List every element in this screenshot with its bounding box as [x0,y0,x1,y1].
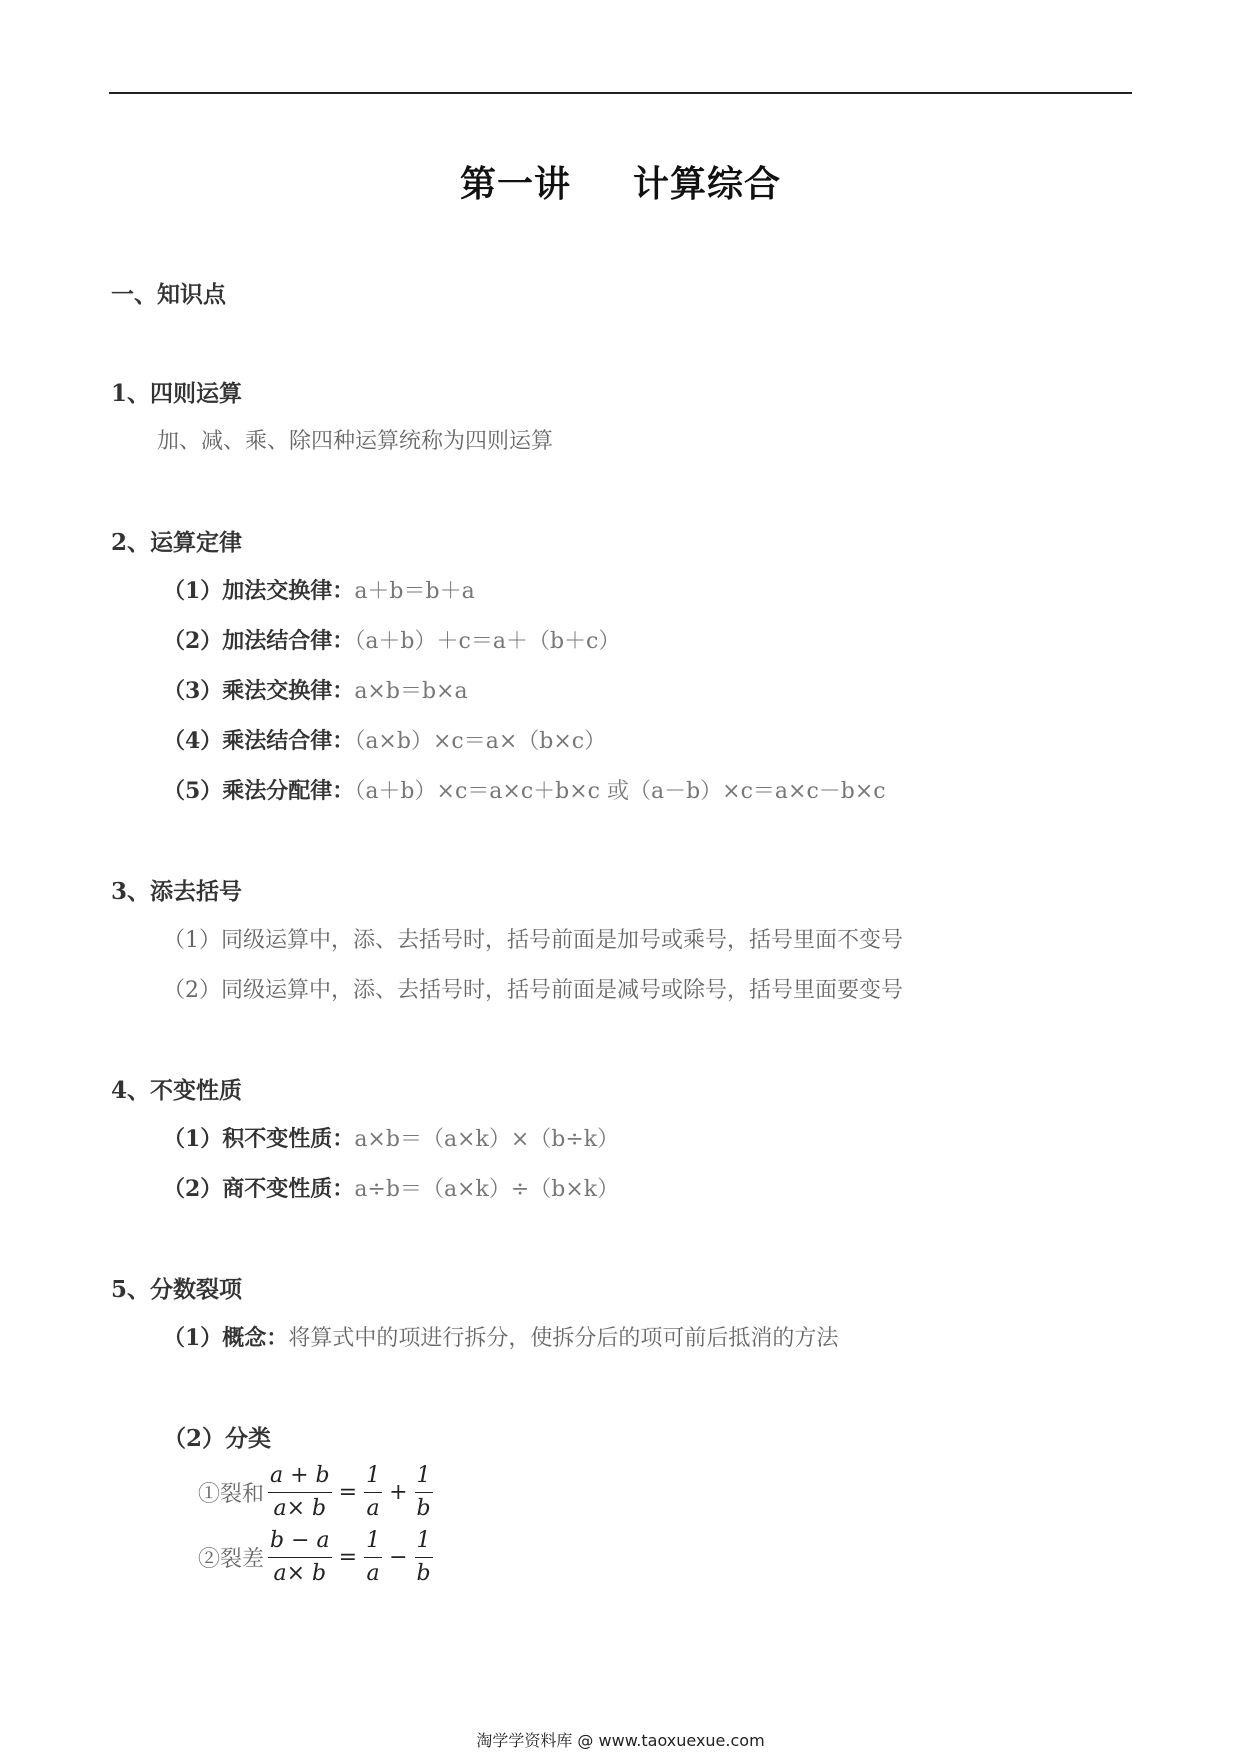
law-1: （1）加法交换律：a＋b＝b＋a [163,578,475,604]
s1-heading: 1、四则运算 [111,380,243,407]
law-2: （2）加法结合律：（a＋b）＋c＝a＋（b＋c） [163,628,621,654]
class-heading: （2）分类 [163,1425,272,1452]
split-diff-formula: ②裂差 $\frac{b - a}{a\times b}$ = $\frac{1}{a}$ − $\frac{1}{b}$ [198,1528,431,1586]
split-sum-term-b: $\frac{1}{b}$ [416,1463,431,1521]
header-rule [109,92,1132,94]
split-diff-term-a: $\frac{1}{a}$ [366,1528,381,1586]
prop-1: （1）积不变性质：a×b＝（a×k）×（b÷k） [163,1126,620,1152]
split-sum-formula: ①裂和 $\frac{a + b}{a\times b}$ = $\frac{1}{a}$ + $\frac{1}{b}$ [198,1463,431,1521]
s4-heading: 4、不变性质 [111,1077,243,1104]
prop-2: （2）商不变性质：a÷b＝（a×k）÷（b×k） [163,1176,620,1202]
section-heading: 一、知识点 [111,281,226,308]
s3-heading: 3、添去括号 [111,878,243,905]
split-diff-term-b: $\frac{1}{b}$ [416,1528,431,1586]
rule-1: （1）同级运算中，添、去括号时，括号前面是加号或乘号，括号里面不变号 [163,928,903,953]
split-sum-lhs: $\frac{a + b}{a\times b}$ [270,1463,330,1521]
rule-2: （2）同级运算中，添、去括号时，括号前面是减号或除号，括号里面要变号 [163,978,903,1003]
split-diff-lhs: $\frac{b - a}{a\times b}$ [270,1528,330,1586]
law-4: （4）乘法结合律：（a×b）×c＝a×（b×c） [163,728,607,754]
law-5: （5）乘法分配律：（a＋b）×c＝a×c＋b×c 或（a－b）×c＝a×c－b×c [163,778,886,804]
s1-text: 加、减、乘、除四种运算统称为四则运算 [157,429,554,454]
split-sum-label: ①裂和 [198,1482,265,1507]
law-3: （3）乘法交换律：a×b＝b×a [163,678,468,704]
s5-heading: 5、分数裂项 [111,1276,243,1303]
s2-heading: 2、运算定律 [111,529,243,556]
split-sum-term-a: $\frac{1}{a}$ [366,1463,381,1521]
split-diff-label: ②裂差 [198,1547,265,1572]
footer-watermark: 淘学学资料库 @ www.taoxuexue.com [476,1731,765,1750]
page-title: 第一讲 计算综合 [459,163,782,205]
concept: （1）概念：将算式中的项进行拆分，使拆分后的项可前后抵消的方法 [163,1325,839,1351]
